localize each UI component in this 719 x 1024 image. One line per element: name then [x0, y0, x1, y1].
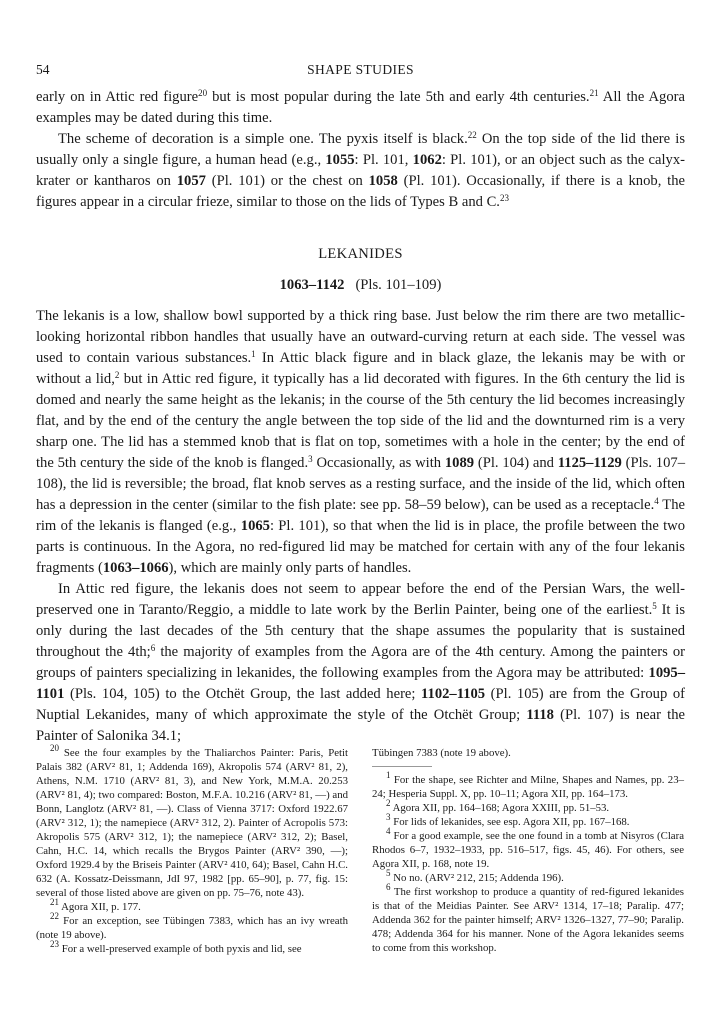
catalogue-number: 1095–1101: [36, 665, 685, 702]
page-header: [36, 62, 685, 78]
catalogue-number: 1125–1129: [557, 455, 622, 471]
footnotes-left-column: [36, 743, 348, 956]
footnote-ref[interactable]: 22: [467, 130, 477, 140]
body-paragraph-1: The lekanis is a low, shallow bowl supported by a thick ring base. Just below the rim there are two metallic-looking horizontal ribbon handles that usually have an outward-curving return at each side. The vessel was used to contain various substances.$^1$ In Attic black figure and in black glaze, the lekanis may be with or without a lid,$^2$ but in Attic red figure, it typically has a lid decorated with figures. In the 6th century the lid is domed and nearly the same height as the lekanis; in the course of the 5th century the lid becomes increasingly flat, and by the end of the century the angle between the top side of the lid and the downturned rim is a very sharp one. The lid has a stemmed knob that is flat on top, sometimes with a hole in the center; by the end of the 5th century the side of the knob is flanged.$^3$ Occasionally, as with 1089 (Pl. 104) and 1125–1129 (Pls. 107–108), the lid is reversible; the broad, flat knob serves as a resting surface, and the inside of the lid, which often has a depression in the center (similar to the fish plate: see pp. 58–59 below), can be used as a receptacle.$^4$ The rim of the lekanis is flanged (e.g., 1065: Pl. 101), so that when the lid is in place, the profile between the two parts is continuous. In the Agora, no red-figured lid may be matched for certain with any of the four lekanis fragments (1063–1066), which are mainly only parts of handles.: [36, 308, 686, 576]
intro-paragraph-1: early on in Attic red figure$^{20}$ but is most popular during the late 5th and early 4th centuries.$^{21}$ All the Agora examples may be dated during this time.: [36, 88, 685, 126]
catalogue-number: 1055: [325, 152, 355, 168]
footnote-2: $^2$ Agora XII, pp. 164–168; Agora XXIII, pp. 51–53.: [386, 798, 610, 814]
footnote-ref[interactable]: 20: [198, 88, 208, 98]
footnote-22: $^{22}$ For an exception, see Tübingen 7383, which has an ivy wreath (note 19 above).: [36, 911, 348, 941]
footnotes-right-column: [372, 746, 684, 955]
footnote-20: $^{20}$ See the four examples by the Thaliarchos Painter: Paris, Petit Palais 382 (ARV² 81, 1; Addenda 169), Akropolis 574 (ARV² 81, 2), Athens, N.M. 1710 (ARV² 81, 3), and New York, M.M.A. 20.253 (ARV² 81, 4); two compared: Boston, M.F.A. 10.216 (ARV² 81, —) and Bonn, Langlotz (ARV² 81, —). Class of Vienna 3717: Oxford 1922.67 (ARV² 312, 1); the namepiece (ARV² 312, 2). Painter of Acropolis 573: Akropolis 575 (ARV² 312, 1); the namepiece (ARV² 312, 2); Basel, Cahn, H.C. 14, which recalls the Brygos Painter (ARV² 390, —); Oxford 1929.4 by the Briseis Painter (ARV² 410, 64); Basel, Cahn H.C. 632 (A. Kossatz-Deissmann, JdI 97, 1982 [pp. 65–90], p. 77, fig. 15: several of those listed above are given on pp. 75–76, note 43).: [36, 743, 348, 899]
footnote-6: $^6$ The first workshop to produce a quantity of red-figured lekanides is that of the Meidias Painter. See ARV² 1314, 17–18; Paralip. 477; Addenda 362 for the painter himself; ARV² 1326–1327, 77–90; Paralip. 478; Addenda 364 for his manner. None of the Agora lekanides seems to come from this workshop.: [372, 882, 685, 954]
catalogue-number: 1102–1105: [421, 686, 486, 702]
catalogue-range-numbers: 1063–1142: [279, 277, 345, 293]
running-head: SHAPE STUDIES: [307, 62, 414, 77]
page-number: 54: [36, 62, 50, 77]
footnote-ref[interactable]: 5: [652, 601, 657, 611]
footnote-3: $^3$ For lids of lekanides, see esp. Agora XII, pp. 167–168.: [386, 812, 630, 828]
catalogue-number: 1065: [240, 518, 270, 534]
footnote-ref[interactable]: 21: [589, 88, 599, 98]
footnote-5: $^5$ No no. (ARV² 212, 215; Addenda 196).: [386, 868, 564, 884]
main-text: [36, 87, 685, 747]
intro-paragraph-2: The scheme of decoration is a simple one. The pyxis itself is black.$^{22}$ On the top side of the lid there is usually only a single figure, a human head (e.g., 1055: Pl. 101, 1062: Pl. 101), or an object such as the calyx-krater or kantharos on 1057 (Pl. 101) or the chest on 1058 (Pl. 101). Occasionally, if there is a knob, the figures appear in a circular frieze, similar to those on the lids of Types B and C.$^{23}$: [36, 130, 686, 210]
footnote-separator: [372, 766, 432, 767]
catalogue-number: 1057: [176, 173, 206, 189]
catalogue-number: 1118: [526, 707, 554, 723]
catalogue-number: 1089: [444, 455, 475, 471]
footnote-ref[interactable]: 4: [654, 496, 659, 506]
catalogue-number: 1062: [412, 152, 442, 168]
footnote-23-continued: Tübingen 7383 (note 19 above).: [372, 747, 511, 759]
footnote-23: $^{23}$ For a well-preserved example of both pyxis and lid, see: [50, 939, 302, 955]
footnote-ref[interactable]: 2: [114, 370, 120, 380]
catalogue-range-plates: (Pls. 101–109): [355, 277, 442, 293]
body-paragraph-2: In Attic red figure, the lekanis does not seem to appear before the end of the Persian Wars, the well-preserved one in Taranto/Reggio, a middle to late work by the Berlin Painter, being one of the earliest.$^5$ It is only during the last decades of the 5th century that the shape assumes the popularity that is sustained throughout the 4th;$^6$ the majority of examples from the Agora are of the 4th century. Among the painters or groups of painters specializing in lekanides, the following examples from the Agora may be attributed: 1095–1101 (Pls. 104, 105) to the Otchët Group, the last added here; 1102–1105 (Pl. 105) are from the Group of Nuptial Lekanides, many of which approximate the style of the Otchët Group; 1118 (Pl. 107) is near the Painter of Salonika 34.1;: [36, 581, 685, 744]
footnote-ref[interactable]: 1: [251, 349, 256, 359]
footnote-ref[interactable]: 23: [499, 193, 509, 203]
footnote-ref[interactable]: 3: [308, 454, 313, 464]
catalogue-range: [36, 275, 685, 296]
footnote-4: $^4$ For a good example, see the one found in a tomb at Nisyros (Clara Rhodos 6–7, 1932–1933, pp. 516–517, figs. 45, 46). For others, see Agora XII, p. 168, note 19.: [372, 826, 684, 870]
footnote-21: $^{21}$ Agora XII, p. 177.: [50, 897, 141, 913]
footnote-ref[interactable]: 6: [150, 643, 156, 653]
catalogue-number: 1063–1066: [102, 560, 169, 576]
catalogue-number: 1058: [368, 173, 398, 189]
section-title: LEKANIDES: [318, 246, 403, 262]
footnote-1: $^1$ For the shape, see Richter and Milne, Shapes and Names, pp. 23–24; Hesperia Suppl. X, pp. 10–11; Agora XII, pp. 164–173.: [372, 770, 685, 800]
